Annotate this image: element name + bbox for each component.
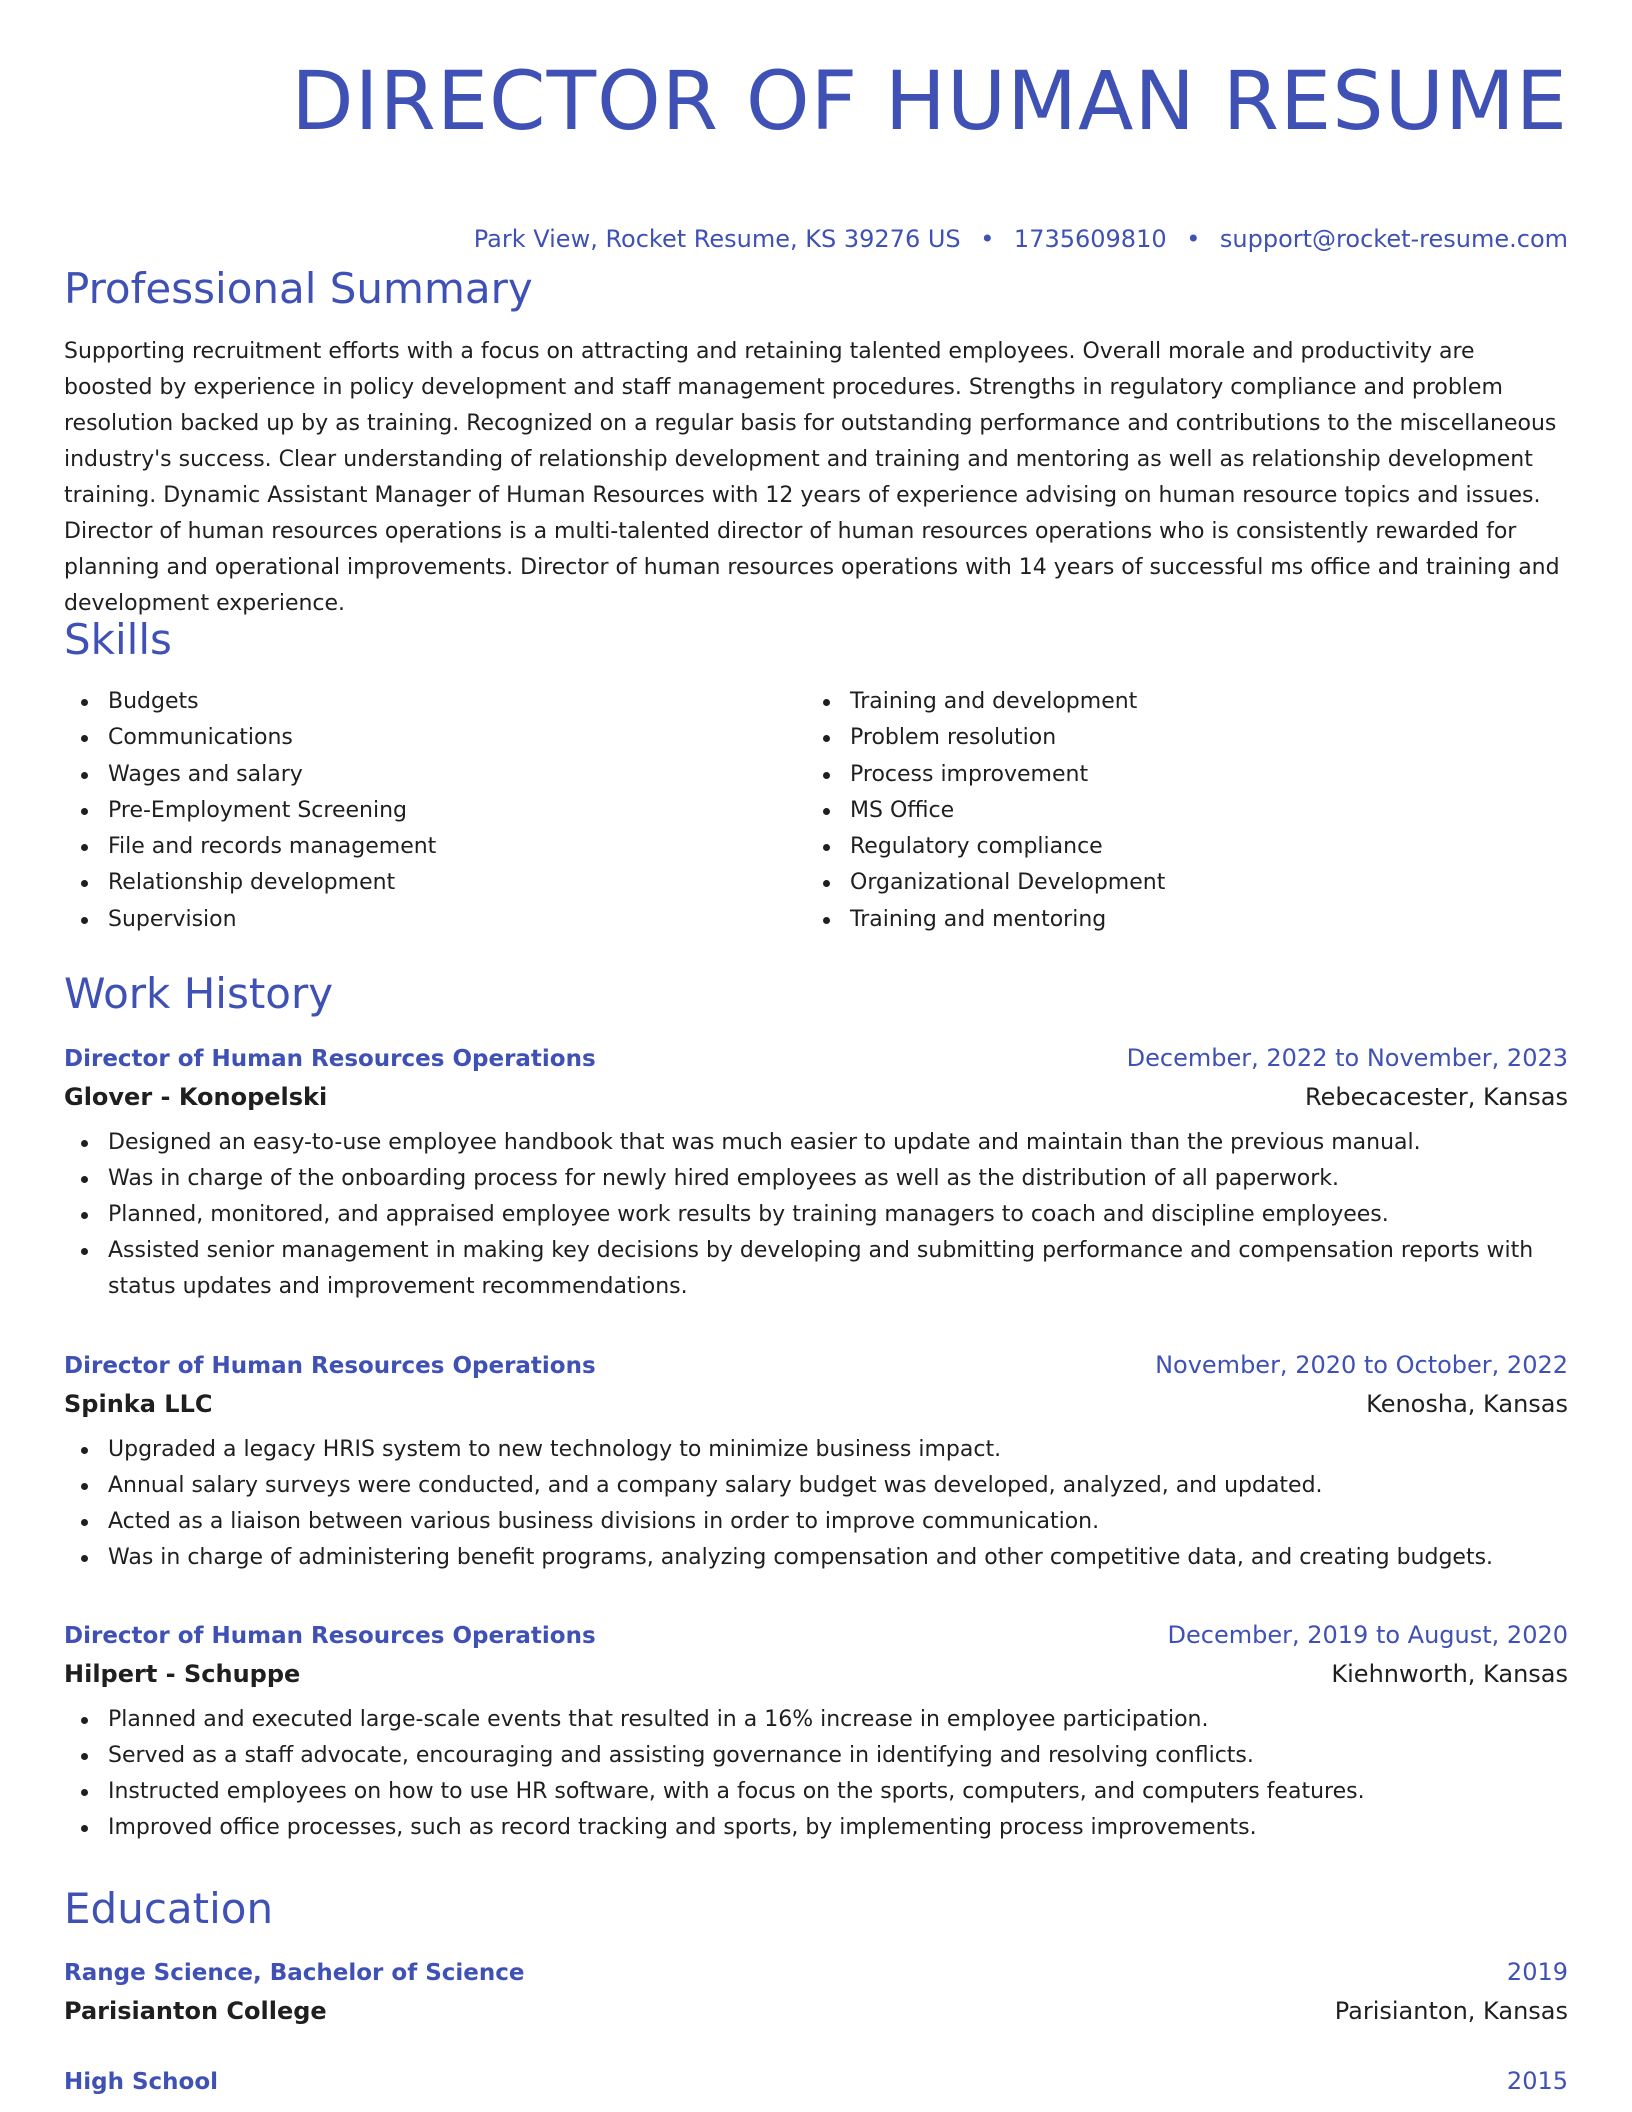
skill-item: Training and mentoring bbox=[850, 902, 1548, 938]
degree: High School bbox=[64, 2069, 219, 2095]
skill-item: Supervision bbox=[108, 902, 806, 938]
job-title: Director of Human Resources Operations bbox=[64, 1353, 596, 1379]
job-bullet: Served as a staff advocate, encouraging and assisting governance in identifying and resolving conflicts. bbox=[108, 1738, 1568, 1774]
job-bullets bbox=[64, 1432, 1568, 1576]
job-dates: November, 2020 to October, 2022 bbox=[1155, 1351, 1568, 1379]
job-company: Spinka LLC bbox=[64, 1390, 213, 1418]
contact-separator: • bbox=[1186, 225, 1201, 253]
job-company: Hilpert - Schuppe bbox=[64, 1660, 301, 1688]
job-entry bbox=[64, 1347, 1568, 1576]
job-bullets bbox=[64, 1125, 1568, 1305]
summary-text: Supporting recruitment efforts with a focus on attracting and retaining talented employees. Overall morale and productivity are boosted by experience in policy development and staff management procedures. Strengths in regulatory compliance and problem resolution backed up by as training. Recognized on a regular basis for outstanding performance and contributions to the miscellaneous industry's success. Clear understanding of relationship development and training and mentoring as well as relationship development training. Dynamic Assistant Manager of Human Resources with 12 years of experience advising on human resource topics and issues. Director of human resources operations is a multi-talented director of human resources operations who is consistently rewarded for planning and operational improvements. Director of human resources operations with 14 years of successful ms office and training and development experience. bbox=[64, 339, 1560, 616]
contact-phone: 1735609810 bbox=[1013, 225, 1167, 253]
skill-item: File and records management bbox=[108, 829, 806, 865]
graduation-year: 2015 bbox=[1506, 2067, 1568, 2095]
job-bullet: Improved office processes, such as record tracking and sports, by implementing process improvements. bbox=[108, 1810, 1568, 1846]
skill-item: Relationship development bbox=[108, 865, 806, 901]
job-entry bbox=[64, 1617, 1568, 1846]
job-bullet: Instructed employees on how to use HR software, with a focus on the sports, computers, and computers features. bbox=[108, 1774, 1568, 1810]
job-bullet: Planned, monitored, and appraised employee work results by training managers to coach and discipline employees. bbox=[108, 1197, 1568, 1233]
skill-item: Budgets bbox=[108, 684, 806, 720]
resume-title: DIRECTOR OF HUMAN RESUME bbox=[291, 55, 1568, 149]
job-bullet: Acted as a liaison between various business divisions in order to improve communication. bbox=[108, 1504, 1568, 1540]
job-title: Director of Human Resources Operations bbox=[64, 1623, 596, 1649]
contact-address: Park View, Rocket Resume, KS 39276 US bbox=[473, 225, 961, 253]
job-location: Kiehnworth, Kansas bbox=[1331, 1660, 1568, 1688]
job-title: Director of Human Resources Operations bbox=[64, 1046, 596, 1072]
education-heading: Education bbox=[64, 1884, 274, 1933]
job-location: Kenosha, Kansas bbox=[1366, 1390, 1568, 1418]
job-company: Glover - Konopelski bbox=[64, 1083, 328, 1111]
job-entry bbox=[64, 1040, 1568, 1305]
job-bullets bbox=[64, 1702, 1568, 1846]
skills-column-right bbox=[806, 684, 1548, 938]
school-location: Parisianton, Kansas bbox=[1334, 1997, 1568, 2025]
skill-item: Pre-Employment Screening bbox=[108, 793, 806, 829]
job-bullet: Annual salary surveys were conducted, and a company salary budget was developed, analyzed, and updated. bbox=[108, 1468, 1568, 1504]
job-bullet: Planned and executed large-scale events that resulted in a 16% increase in employee participation. bbox=[108, 1702, 1568, 1738]
school-name: Parisianton College bbox=[64, 1997, 327, 2025]
skill-item: Problem resolution bbox=[850, 720, 1548, 756]
skills-column-left bbox=[64, 684, 806, 938]
contact-email: support@rocket-resume.com bbox=[1219, 225, 1568, 253]
job-bullet: Designed an easy-to-use employee handbook that was much easier to update and maintain than the previous manual. bbox=[108, 1125, 1568, 1161]
work-history-heading: Work History bbox=[64, 969, 334, 1018]
skills-list bbox=[64, 684, 1568, 938]
education-entry bbox=[64, 1954, 1568, 2031]
skill-item: MS Office bbox=[850, 793, 1548, 829]
summary-heading: Professional Summary bbox=[64, 264, 533, 313]
resume-page bbox=[64, 0, 1568, 2095]
degree: Range Science, Bachelor of Science bbox=[64, 1960, 525, 1986]
job-bullet: Assisted senior management in making key decisions by developing and submitting performance and compensation reports with status updates and improvement recommendations. bbox=[108, 1233, 1568, 1305]
job-location: Rebecacester, Kansas bbox=[1305, 1083, 1568, 1111]
job-dates: December, 2019 to August, 2020 bbox=[1167, 1621, 1568, 1649]
job-bullet: Was in charge of administering benefit programs, analyzing compensation and other competitive data, and creating budgets. bbox=[108, 1540, 1568, 1576]
skill-item: Process improvement bbox=[850, 757, 1548, 793]
job-bullet: Was in charge of the onboarding process for newly hired employees as well as the distribution of all paperwork. bbox=[108, 1161, 1568, 1197]
contact-line bbox=[64, 224, 1568, 254]
skill-item: Wages and salary bbox=[108, 757, 806, 793]
skill-item: Training and development bbox=[850, 684, 1548, 720]
job-bullet: Upgraded a legacy HRIS system to new technology to minimize business impact. bbox=[108, 1432, 1568, 1468]
skill-item: Organizational Development bbox=[850, 865, 1548, 901]
skill-item: Communications bbox=[108, 720, 806, 756]
graduation-year: 2019 bbox=[1506, 1958, 1568, 1986]
skill-item: Regulatory compliance bbox=[850, 829, 1548, 865]
education-entry bbox=[64, 2063, 1568, 2100]
job-dates: December, 2022 to November, 2023 bbox=[1126, 1044, 1568, 1072]
contact-separator: • bbox=[980, 225, 995, 253]
skills-heading: Skills bbox=[64, 615, 172, 664]
